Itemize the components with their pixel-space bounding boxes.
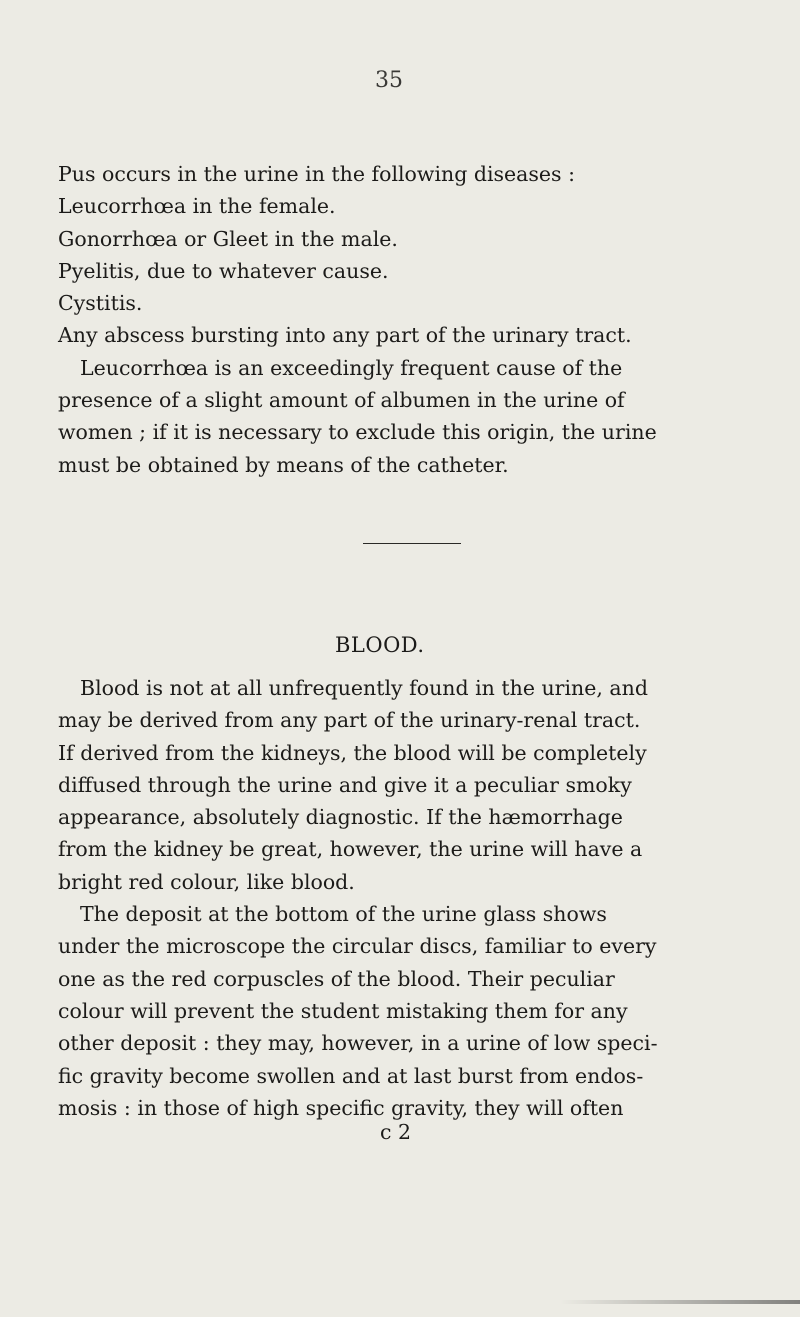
text-line: Pus occurs in the urine in the following diseases : [58,162,575,186]
section-divider [363,543,461,544]
text-line: women ; if it is necessary to exclude this origin, the urine [58,420,657,445]
section-heading: BLOOD. [335,633,425,657]
text-line: Pyelitis, due to whatever cause. [58,258,389,283]
text-line: appearance, absolutely diagnostic. If the hæmorrhage [58,805,623,830]
text-line: presence of a slight amount of albumen in the urine of [58,388,625,413]
text-line: one as the red corpuscles of the blood. Their peculiar [58,966,615,991]
blood-section [58,672,748,1124]
text-line: fic gravity become swollen and at last burst from endos- [58,1063,644,1088]
signature-mark: c 2 [380,1120,412,1144]
text-line: Cystitis. [58,291,143,316]
text-line: Leucorrhœa is an exceedingly frequent cause of the [80,355,623,380]
text-line: other deposit : they may, however, in a urine of low speci- [58,1031,658,1056]
text-line: mosis : in those of high specific gravity, they will often [58,1095,624,1120]
text-line: may be derived from any part of the urinary-renal tract. [58,708,641,733]
text-line: Blood is not at all unfrequently found in the urine, and [80,676,648,700]
text-line: Leucorrhœa in the female. [58,194,336,219]
text-line: Gonorrhœa or Gleet in the male. [58,226,398,251]
text-line: from the kidney be great, however, the urine will have a [58,837,643,862]
text-line: colour will prevent the student mistaking them for any [58,998,628,1023]
text-line: Any abscess bursting into any part of the urinary tract. [58,323,632,348]
text-line: must be obtained by means of the catheter. [58,452,509,477]
pus-section [58,158,748,481]
text-line: bright red colour, like blood. [58,869,355,894]
text-line: The deposit at the bottom of the urine glass shows [80,902,607,927]
page-edge-shadow [560,1300,800,1304]
text-line: If derived from the kidneys, the blood will be completely [58,740,647,765]
text-line: under the microscope the circular discs, familiar to every [58,934,657,959]
page-number: 35 [375,68,403,93]
text-line: diffused through the urine and give it a peculiar smoky [58,772,632,797]
